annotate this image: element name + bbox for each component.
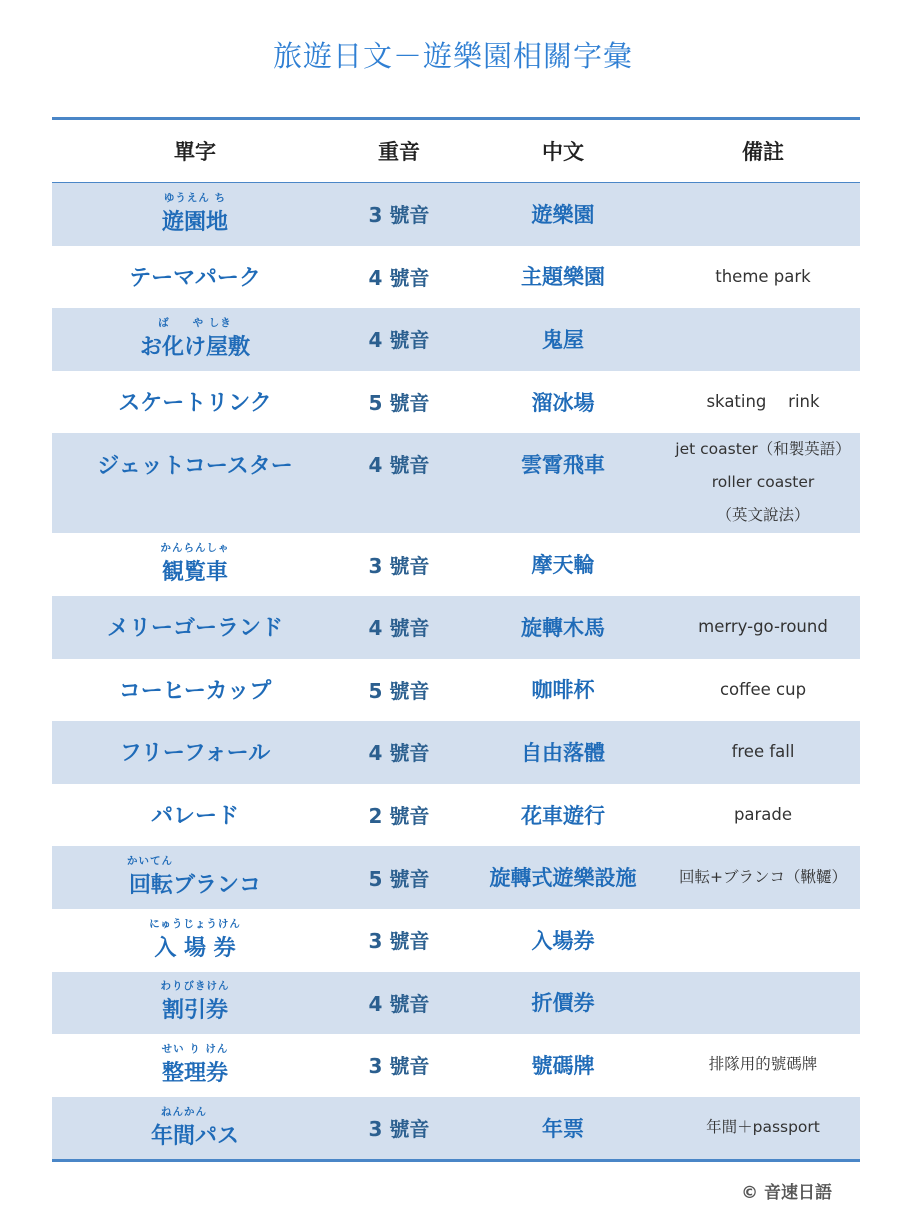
note-text: roller coaster [711,473,815,492]
chinese-text: 花車遊行 [521,803,605,828]
chinese-text: 旋轉木馬 [521,615,605,640]
chinese-text: 旋轉式遊樂設施 [489,866,637,891]
accent-text: 3 號音 [368,929,430,954]
word-text: スケートリンク [118,391,272,417]
word-ruby: にゅうじょうけん [149,917,241,930]
accent-text: 3 號音 [368,553,430,578]
note-text [666,972,860,1034]
note-text [666,183,860,245]
word-text: お化け屋敷 [139,334,250,360]
table-row [52,972,860,1035]
table-row [52,533,860,596]
header-note: 備註 [742,140,784,164]
chinese-text: 溜冰場 [531,390,595,415]
note-text [666,308,860,370]
accent-text: 2 號音 [368,804,430,829]
note-text [666,909,860,971]
table-row [52,246,860,309]
chinese-text: 主題樂園 [521,265,605,290]
note-text: coffee cup [719,679,807,699]
word-ruby: ば や しき [158,316,232,329]
word-text: 回転ブランコ [128,873,261,899]
word-text: 割引券 [161,998,228,1024]
table-row [52,1097,860,1160]
note-text [666,533,860,595]
word-text: テーマパーク [129,265,261,291]
accent-text: 5 號音 [368,678,430,703]
chinese-text: 入場券 [531,928,595,953]
header-word: 單字 [174,140,216,164]
table-bottom-rule [52,1159,860,1162]
note-text: （英文說法） [716,506,810,525]
note-text: 排隊用的號碼牌 [708,1055,818,1074]
accent-text: 4 號音 [368,265,430,290]
table-row [52,909,860,972]
chinese-text: 咖啡杯 [531,678,595,703]
accent-text: 3 號音 [368,1054,430,1079]
table-row [52,371,860,434]
accent-text: 4 號音 [368,328,430,353]
word-text: 整理券 [161,1060,228,1086]
chinese-text: 遊樂園 [531,202,595,227]
word-ruby: かいてん [126,855,173,868]
accent-text: 4 號音 [368,616,430,641]
note-text: 回転+ブランコ（鞦韆） [679,867,847,886]
chinese-text: 雲霄飛車 [521,453,605,478]
chinese-text: 年票 [542,1116,584,1141]
word-ruby: かんらんしゃ [160,542,230,555]
note-text: merry-go-round [698,617,828,637]
page-title: 旅遊日文－遊樂園相關字彙 [272,39,633,73]
table-row [52,721,860,784]
word-ruby: わりびきけん [160,980,230,993]
word-text: メリーゴーランド [106,616,283,642]
vocabulary-table [52,117,860,1162]
chinese-text: 折價券 [531,991,595,1016]
accent-text: 3 號音 [368,1117,430,1142]
table-row [52,183,860,246]
header-chinese: 中文 [542,140,584,164]
word-text: パレード [150,804,239,830]
table-row [52,1034,860,1097]
word-ruby: ゆうえん ち [163,191,227,204]
word-text: 遊園地 [161,209,228,235]
chinese-text: 自由落體 [521,740,605,765]
accent-text: 3 號音 [368,203,430,228]
note-cell [666,433,860,532]
table-row [52,596,860,659]
accent-text: 5 號音 [368,866,430,891]
chinese-text: 號碼牌 [531,1053,595,1078]
table-row [52,784,860,847]
word-ruby: ねんかん [160,1105,207,1118]
accent-text: 4 號音 [368,991,430,1016]
note-text: theme park [715,266,811,286]
table-row [52,846,860,909]
chinese-text: 摩天輪 [531,553,595,578]
note-text: jet coaster（和製英語） [675,440,851,459]
header-accent: 重音 [378,140,420,164]
copyright-label: © 音速日語 [741,1183,832,1203]
note-text: skating rink [706,392,820,412]
table-header [52,120,860,182]
accent-text: 4 號音 [368,741,430,766]
table-row [52,308,860,371]
word-text: 入 場 券 [154,935,236,961]
table-row [52,659,860,722]
word-text: フリーフォール [119,741,271,767]
word-text: 観覧車 [161,560,228,586]
chinese-text: 鬼屋 [542,327,584,352]
accent-text: 5 號音 [368,391,430,416]
word-text: コーヒーカップ [118,678,272,704]
note-text: 年間＋passport [706,1118,820,1137]
note-text: parade [733,805,793,825]
accent-text: 4 號音 [368,453,430,478]
word-text: ジェットコースター [97,454,293,480]
word-text: 年間パス [150,1123,239,1149]
table-row [52,433,860,533]
word-ruby: せい り けん [161,1042,229,1055]
note-text: free fall [731,742,795,762]
